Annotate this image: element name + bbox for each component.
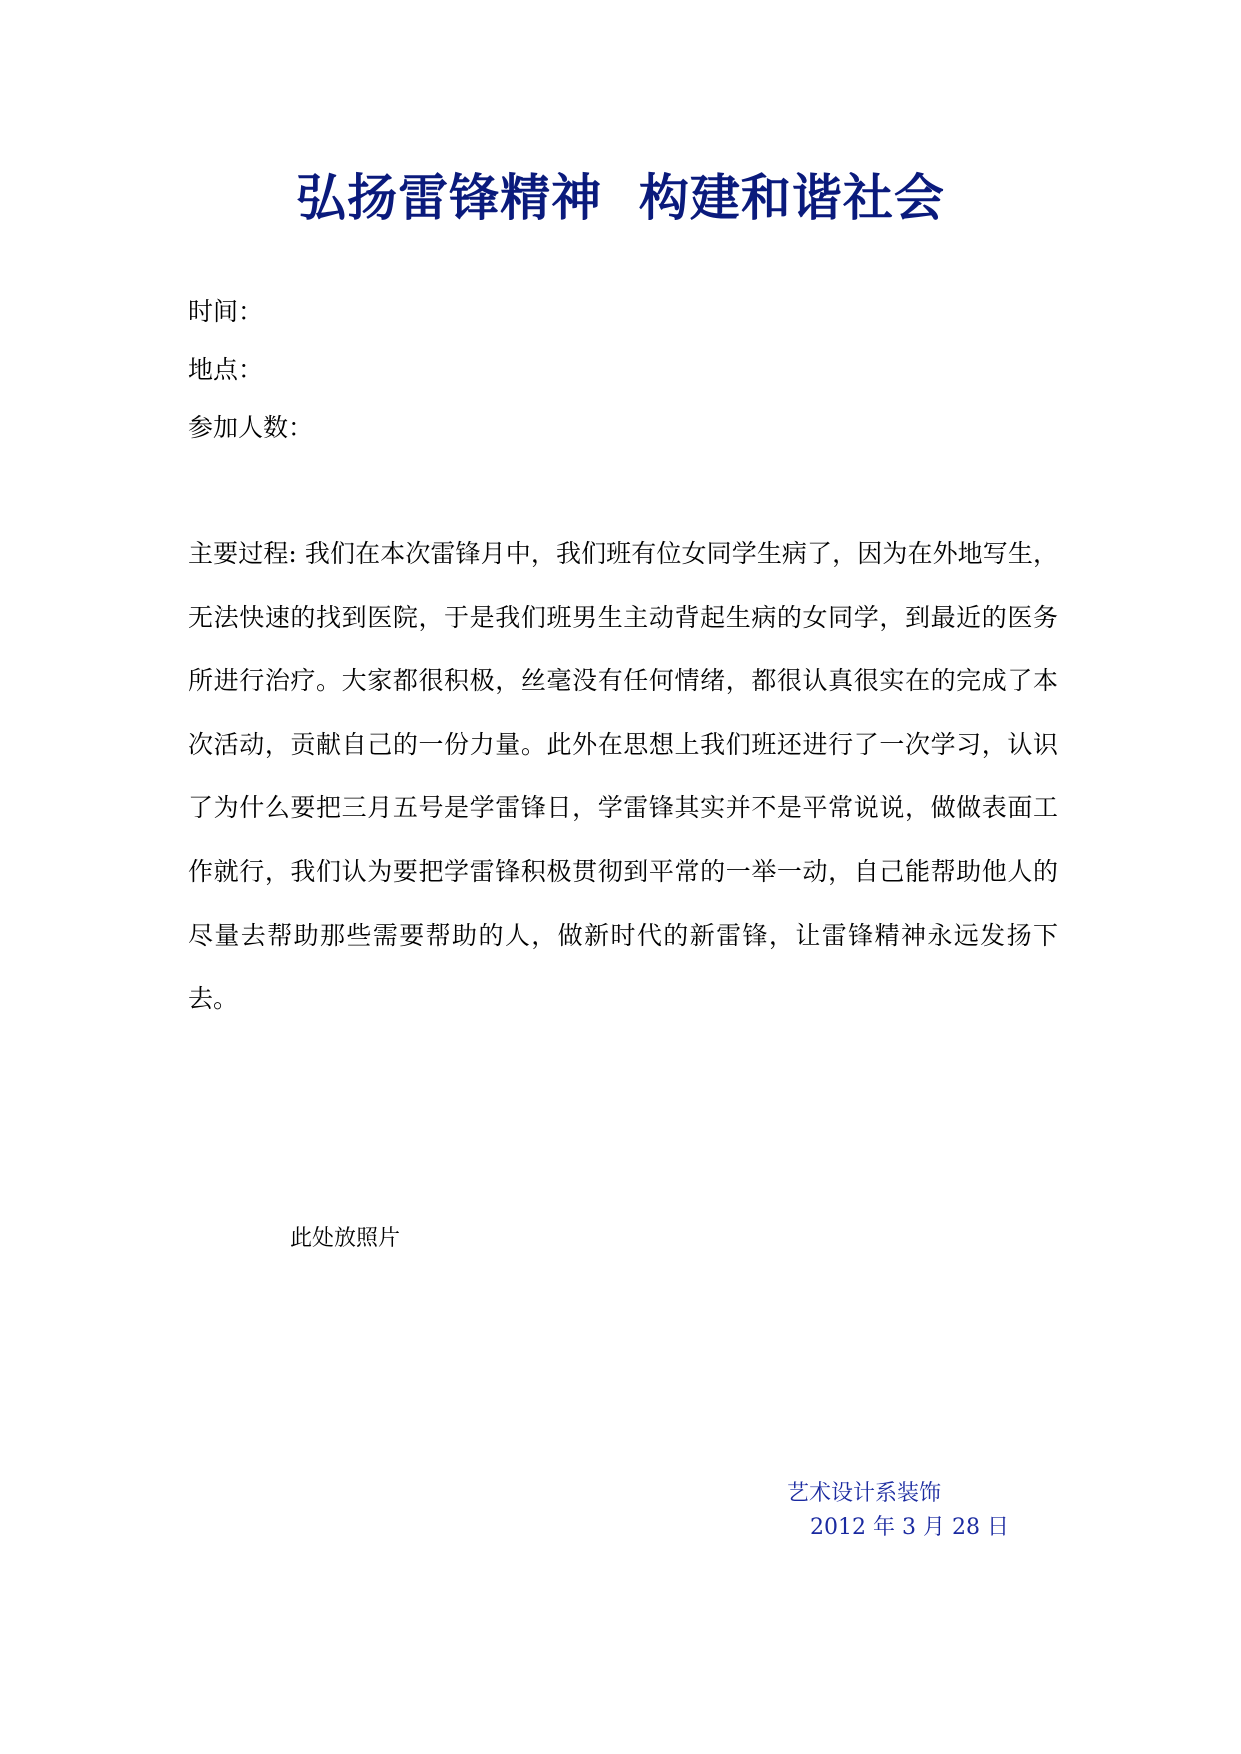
- main-process-paragraph: 主要过程: 我们在本次雷锋月中，我们班有位女同学生病了，因为在外地写生，无法快速的找到医院，于是我们班男生主动背起生病的女同学，到最近的医务所进行治疗。大家都很积极，丝毫没有任何情绪，都很认真很实在的完成了本次活动，贡献自己的一份力量。此外在思想上我们班还进行了一次学习，认识了为什么要把三月五号是学雷锋日，学雷锋其实并不是平常说说，做做表面工作就行，我们认为要把学雷锋积极贯彻到平常的一举一动，自己能帮助他人的尽量去帮助那些需要帮助的人，做新时代的新雷锋，让雷锋精神永远发扬下去。: [188, 539, 1058, 1014]
- participants-field-label: 参加人数：: [188, 413, 314, 442]
- photo-placeholder-text: 此处放照片: [290, 1226, 401, 1251]
- signature-date: 2012 年 3 月 28 日: [810, 1515, 1009, 1540]
- document-title: 弘扬雷锋精神 构建和谐社会: [296, 169, 945, 227]
- place-field-label: 地点：: [188, 355, 264, 384]
- time-field-label: 时间：: [188, 297, 264, 326]
- signature-department: 艺术设计系装饰: [787, 1481, 942, 1506]
